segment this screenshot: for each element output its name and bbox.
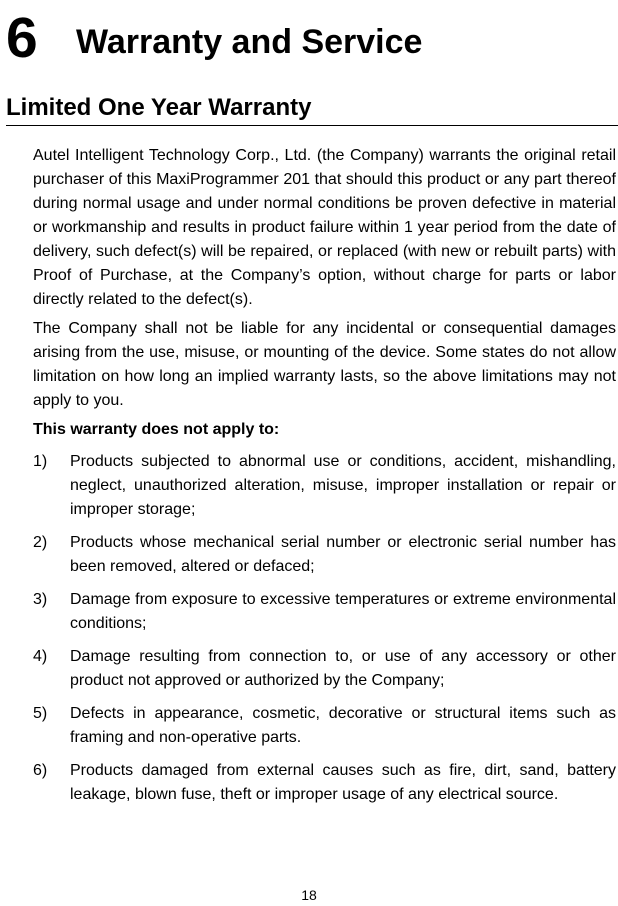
chapter-number: 6	[6, 6, 38, 70]
exclusions-heading: This warranty does not apply to:	[33, 421, 280, 438]
page-number: 18	[301, 887, 317, 903]
list-item	[33, 531, 616, 579]
list-item-text: Products damaged from external causes such as fire, dirt, sand, battery leakage, blown fuse, theft or improper usage of any electrical source.	[70, 762, 616, 803]
list-item-number: 4)	[33, 648, 48, 665]
chapter-title: Warranty and Service	[76, 23, 423, 61]
liability-paragraph: The Company shall not be liable for any incidental or consequential damages arising from the use, misuse, or mounting of the device. Some states do not allow limitation on how long an implied warranty lasts, so the above limitations may not apply to you.	[33, 320, 616, 409]
section-divider	[6, 125, 618, 126]
list-item	[33, 588, 616, 636]
list-item-number: 3)	[33, 591, 48, 608]
list-item	[33, 702, 616, 750]
list-item	[33, 450, 616, 522]
list-item-text: Products subjected to abnormal use or conditions, accident, mishandling, neglect, unauthorized alteration, misuse, improper installation or repair or improper storage;	[70, 453, 616, 518]
list-item-number: 5)	[33, 705, 48, 722]
list-item-text: Products whose mechanical serial number or electronic serial number has been removed, altered or defaced;	[70, 534, 616, 575]
list-item	[33, 759, 616, 807]
list-item	[33, 645, 616, 693]
warranty-paragraph: Autel Intelligent Technology Corp., Ltd. (the Company) warrants the original retail purchaser of this MaxiProgrammer 201 that should this product or any part thereof during normal usage and under normal conditions be proven defective in material or workmanship and results in product failure within 1 year period from the date of delivery, such defect(s) will be repaired, or replaced (with new or rebuilt parts) with Proof of Purchase, at the Company’s option, without charge for parts or labor directly related to the defect(s).	[33, 147, 616, 308]
list-item-text: Defects in appearance, cosmetic, decorative or structural items such as framing and non-operative parts.	[70, 705, 616, 746]
list-item-text: Damage from exposure to excessive temperatures or extreme environmental conditions;	[70, 591, 616, 632]
section-title: Limited One Year Warranty	[6, 94, 312, 121]
page-body	[33, 144, 616, 816]
list-item-number: 2)	[33, 534, 48, 551]
list-item-number: 6)	[33, 762, 48, 779]
list-item-text: Damage resulting from connection to, or use of any accessory or other product not approved or authorized by the Company;	[70, 648, 616, 689]
list-item-number: 1)	[33, 453, 48, 470]
